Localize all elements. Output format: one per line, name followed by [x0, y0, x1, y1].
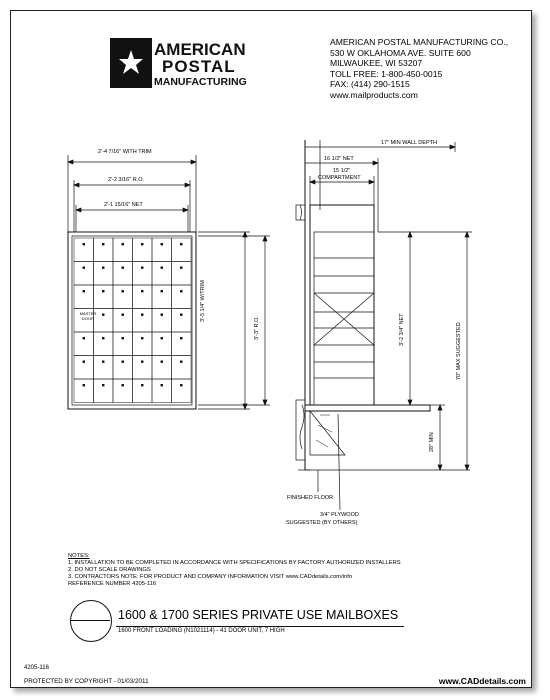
lock-icon — [161, 267, 163, 269]
mailbox-door — [152, 262, 172, 286]
mailbox-door — [152, 309, 172, 333]
lock-icon — [102, 243, 104, 245]
logo-text-american: AMERICAN — [154, 40, 246, 59]
label-compartment: COMPARTMENT — [318, 175, 361, 181]
lock-icon — [102, 384, 104, 386]
lock-icon — [102, 361, 104, 363]
mailbox-door — [133, 238, 153, 262]
mailbox-door — [94, 238, 114, 262]
company-address1: 530 W OKLAHOMA AVE. SUITE 600 — [330, 47, 471, 58]
master-door-line1: MASTER — [79, 311, 97, 316]
mailbox-door — [152, 285, 172, 309]
lock-icon — [180, 314, 182, 316]
mailbox-door — [172, 285, 192, 309]
mailbox-door — [74, 285, 94, 309]
note-item: 3. CONTRACTORS NOTE: FOR PRODUCT AND COMPANY INFORMATION VISIT www.CADdetails.com/info — [68, 574, 353, 580]
label-height-net: 3'-2 3/4" NET — [399, 313, 405, 346]
mailbox-door — [133, 356, 153, 380]
lock-icon — [180, 243, 182, 245]
title-circle-divider — [71, 620, 110, 621]
lock-icon — [141, 384, 143, 386]
label-height-trim: 3'-5 1/4" W/TRIM — [200, 280, 206, 322]
label-net: 2'-1 15/16" NET — [104, 202, 143, 208]
mailbox-door — [152, 356, 172, 380]
lock-icon — [161, 314, 163, 316]
mailbox-door — [74, 356, 94, 380]
lock-icon — [180, 384, 182, 386]
lock-icon — [141, 337, 143, 339]
lock-icon — [83, 384, 85, 386]
mailbox-door — [172, 238, 192, 262]
mailbox-door — [94, 332, 114, 356]
mailbox-door — [133, 379, 153, 403]
mailbox-door — [74, 262, 94, 286]
lock-icon — [83, 267, 85, 269]
label-height-ro: 3'-3" R.O. — [254, 316, 260, 340]
master-door-line2: DOOR — [82, 315, 94, 321]
company-website: www.mailproducts.com — [330, 89, 418, 100]
lock-icon — [180, 337, 182, 339]
label-with-trim: 2'-4 7/16" WITH TRIM — [98, 149, 152, 155]
label-net-depth: 16 1/2" NET — [324, 156, 354, 162]
lock-icon — [122, 384, 124, 386]
notes-header: NOTES: — [68, 553, 90, 559]
reference-number: 4205-116 — [24, 665, 49, 671]
lock-icon — [180, 361, 182, 363]
mailbox-door — [113, 262, 133, 286]
notes-block — [68, 553, 401, 588]
company-toll-free: TOLL FREE: 1-800-450-0015 — [330, 68, 443, 79]
mailbox-door — [152, 238, 172, 262]
lock-icon — [102, 314, 104, 316]
drawing-subtitle: 1600 FRONT LOADING (N1021114) - 41 DOOR UNIT, 7 HIGH — [118, 628, 285, 634]
copyright-text: PROTECTED BY COPYRIGHT - 01/03/2011 — [24, 678, 149, 685]
mailbox-door — [94, 262, 114, 286]
note-item: 2. DO NOT SCALE DRAWINGS — [68, 567, 151, 573]
title-circle — [70, 600, 112, 642]
lock-icon — [141, 267, 143, 269]
side-unit — [310, 205, 374, 405]
note-item: 1. INSTALLATION TO BE COMPLETED IN ACCORDANCE WITH SPECIFICATIONS BY FACTORY AUTHORIZED INSTALLERS — [68, 560, 401, 566]
lock-icon — [83, 290, 85, 292]
mailbox-door — [113, 285, 133, 309]
lock-icon — [161, 337, 163, 339]
plywood-shelf — [305, 405, 430, 411]
lock-icon — [180, 267, 182, 269]
company-name: AMERICAN POSTAL MANUFACTURING CO., — [330, 37, 509, 47]
lock-icon — [102, 267, 104, 269]
note-item: REFERENCE NUMBER 4205-116 — [68, 581, 157, 587]
mailbox-door — [94, 379, 114, 403]
lock-icon — [102, 290, 104, 292]
lock-icon — [102, 337, 104, 339]
mailbox-door — [113, 356, 133, 380]
mailbox-door — [133, 332, 153, 356]
label-finished-floor: FINISHED FLOOR — [287, 495, 334, 501]
mailbox-door — [133, 309, 153, 333]
caddetails-link[interactable]: www.CADdetails.com — [438, 676, 526, 686]
company-fax: FAX: (414) 290-1515 — [330, 79, 410, 89]
lock-icon — [83, 243, 85, 245]
mailbox-door — [152, 332, 172, 356]
mailbox-door — [94, 285, 114, 309]
lock-icon — [161, 290, 163, 292]
mailbox-door — [113, 238, 133, 262]
mailbox-door — [113, 332, 133, 356]
mailbox-door — [172, 262, 192, 286]
lock-icon — [161, 361, 163, 363]
lock-icon — [83, 337, 85, 339]
mailbox-door — [94, 356, 114, 380]
label-plywood: 3/4" PLYWOOD — [320, 512, 359, 518]
lock-icon — [122, 267, 124, 269]
mailbox-door — [133, 262, 153, 286]
lock-icon — [141, 314, 143, 316]
lock-icon — [122, 314, 124, 316]
mailbox-door — [172, 379, 192, 403]
label-ro: 2'-2 3/16" R.O. — [108, 177, 145, 183]
lock-icon — [122, 290, 124, 292]
lock-icon — [180, 290, 182, 292]
mailbox-door — [133, 285, 153, 309]
lock-icon — [122, 243, 124, 245]
lock-icon — [161, 243, 163, 245]
lock-icon — [122, 361, 124, 363]
mailbox-door — [113, 309, 133, 333]
title-rule — [116, 626, 404, 627]
lock-icon — [83, 361, 85, 363]
label-min-height: 28" MIN — [429, 432, 435, 452]
mailbox-door — [152, 379, 172, 403]
mailbox-door — [113, 379, 133, 403]
lock-icon — [141, 243, 143, 245]
label-wall-depth: 17" MIN WALL DEPTH — [381, 140, 437, 146]
logo-text-manufacturing: MANUFACTURING — [154, 76, 247, 88]
mailbox-door — [172, 356, 192, 380]
mailbox-door — [172, 332, 192, 356]
logo-text-postal: POSTAL — [162, 57, 236, 76]
label-plywood-suggested: SUGGESTED (BY OTHERS) — [286, 520, 358, 526]
label-max-suggested: 70" MAX SUGGESTED — [456, 322, 462, 380]
master-door-label — [77, 312, 99, 321]
company-address2: MILWAUKEE, WI 53207 — [330, 58, 423, 68]
lock-icon — [122, 337, 124, 339]
label-compartment-depth: 15 1/2" — [333, 168, 351, 174]
lock-icon — [141, 290, 143, 292]
mailbox-door — [74, 332, 94, 356]
mailbox-door — [74, 238, 94, 262]
lock-icon — [141, 361, 143, 363]
mailbox-door — [74, 379, 94, 403]
lock-icon — [161, 384, 163, 386]
drawing-title: 1600 & 1700 SERIES PRIVATE USE MAILBOXES — [118, 608, 399, 622]
mailbox-door — [172, 309, 192, 333]
